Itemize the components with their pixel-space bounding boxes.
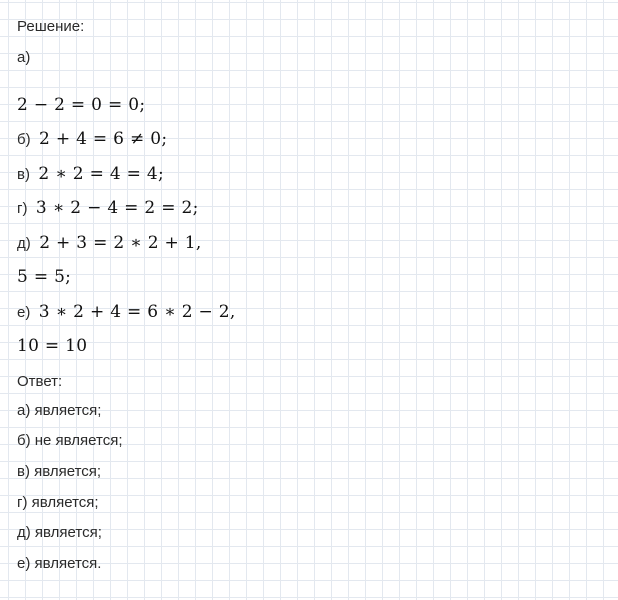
part-b <box>17 128 167 150</box>
math-expression: 3 ∗ 2 − 4 = 2 = 2; <box>35 198 199 218</box>
answer-item: е) является. <box>17 555 102 572</box>
part-prefix: а) <box>17 49 31 66</box>
part-a-expression <box>17 94 145 116</box>
part-d-result <box>17 266 71 288</box>
part-v <box>17 163 164 185</box>
part-g <box>17 197 199 219</box>
part-prefix: д) <box>17 235 31 252</box>
part-a-label <box>17 47 34 69</box>
answer-item: б) не является; <box>17 432 123 449</box>
math-expression: 2 − 2 = 0 = 0; <box>17 95 146 115</box>
math-expression: 10 = 10 <box>17 336 88 356</box>
part-prefix: б) <box>17 131 31 148</box>
math-expression: 3 ∗ 2 + 4 = 6 ∗ 2 − 2, <box>38 302 236 322</box>
math-expression: 2 + 4 = 6 ≠ 0; <box>39 129 168 149</box>
part-prefix: г) <box>17 200 28 217</box>
answer-item: а) является; <box>17 402 102 419</box>
part-prefix: е) <box>17 304 31 321</box>
part-e <box>17 301 236 323</box>
math-expression: 5 = 5; <box>17 267 72 287</box>
answer-item: д) является; <box>17 524 102 541</box>
math-expression: 2 + 3 = 2 ∗ 2 + 1, <box>39 233 202 253</box>
solution-heading: Решение: <box>17 18 85 35</box>
math-expression: 2 ∗ 2 = 4 = 4; <box>38 164 165 184</box>
answer-item: г) является; <box>17 494 99 511</box>
answer-item: в) является; <box>17 463 102 480</box>
part-d <box>17 232 202 254</box>
answer-heading: Ответ: <box>17 373 63 390</box>
part-e-result <box>17 335 87 357</box>
part-prefix: в) <box>17 166 30 183</box>
